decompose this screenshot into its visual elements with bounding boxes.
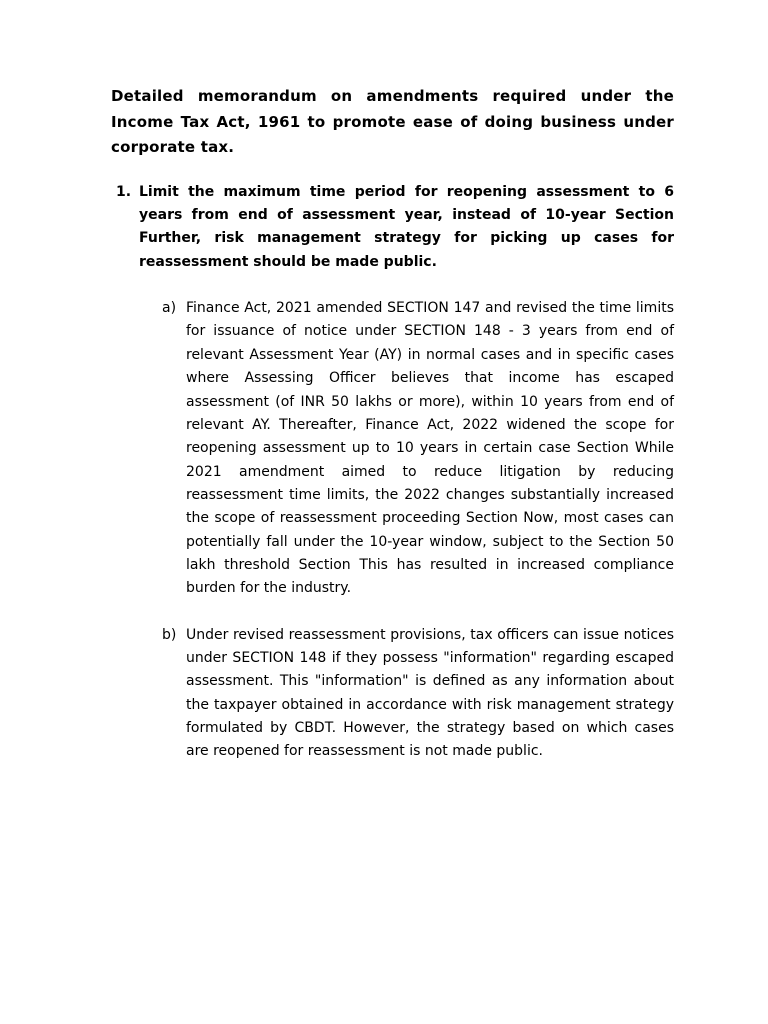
point-heading: Limit the maximum time period for reopening assessment to 6 years from end of assessment year, instead of 10-year Section Further, risk management strategy for picking up cases for reassessment should be made public.	[139, 183, 674, 270]
document-page	[111, 84, 674, 764]
subpoint-a	[111, 297, 674, 600]
subpoint-label: a)	[162, 300, 177, 317]
point-number: 1.	[116, 183, 132, 200]
document-title: Detailed memorandum on amendments required under the Income Tax Act, 1961 to promote ease of doing business under corporate tax.	[111, 87, 674, 156]
subpoint-text: Finance Act, 2021 amended SECTION 147 and revised the time limits for issuance of notice under SECTION 148 - 3 years from end of relevant Assessment Year (AY) in normal cases and in specific cases where Assessing Officer believes that income has escaped assessment (of INR 50 lakhs or more), within 10 years from end of relevant AY. Thereafter, Finance Act, 2022 widened the scope for reopening assessment up to 10 years in certain case Section While 2021 amendment aimed to reduce litigation by reducing reassessment time limits, the 2022 changes substantially increased the scope of reassessment proceeding Section Now, most cases can potentially fall under the 10-year window, subject to the Section 50 lakh threshold Section This has resulted in increased compliance burden for the industry.	[186, 300, 674, 597]
subpoint-text: Under revised reassessment provisions, tax officers can issue notices under SECTION 148 if they possess "information" regarding escaped assessment. This "information" is defined as any information about the taxpayer obtained in accordance with risk management strategy formulated by CBDT. However, the strategy based on which cases are reopened for reassessment is not made public.	[186, 626, 674, 760]
subpoint-b	[111, 624, 674, 764]
subpoint-label: b)	[162, 626, 177, 643]
numbered-point-1	[111, 181, 674, 275]
